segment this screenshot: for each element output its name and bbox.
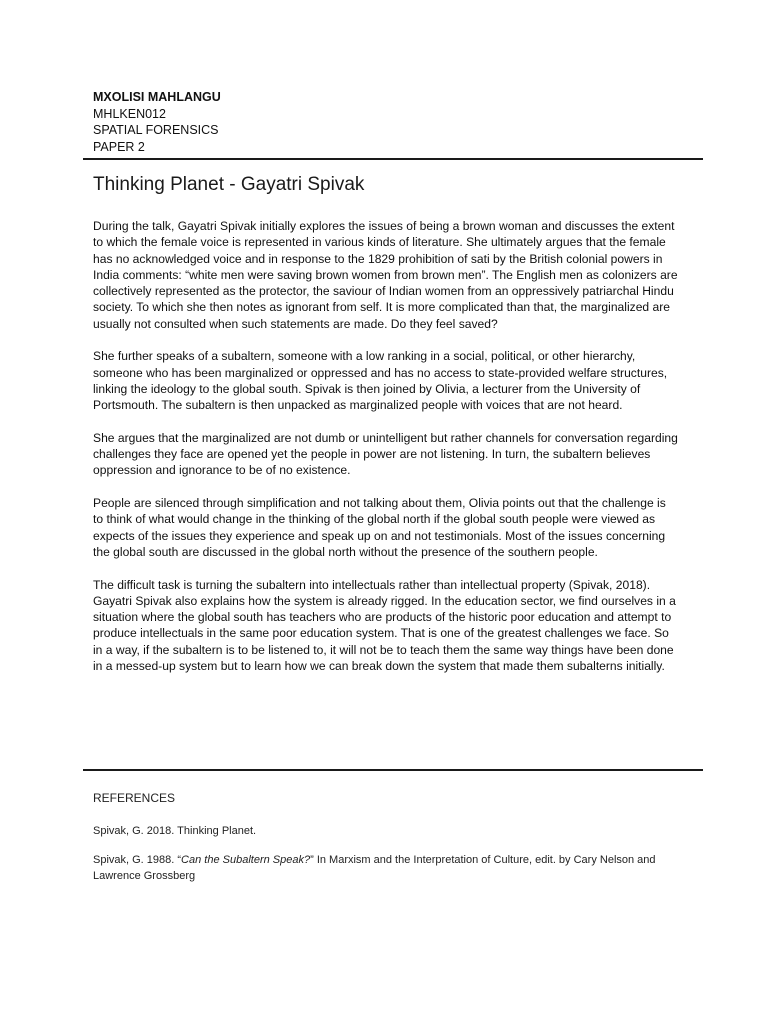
student-number: MHLKEN012 — [93, 106, 166, 121]
top-divider — [83, 158, 703, 160]
paragraph: People are silenced through simplification and not talking about them, Olivia points out that the challenge is to think of what would change in the thinking of the global north if the global south people were viewed as expects of the issues they experience and speak up on and not testimonials. Most of the issues concerning the global south are discussed in the global north without the presence of the southern people. — [93, 496, 666, 559]
references-section — [93, 791, 678, 898]
reference-suffix: ” In Marxism and the Interpretation of Culture, edit. by Cary Nelson and Lawrence Grossberg — [93, 854, 656, 882]
paragraph: She argues that the marginalized are not dumb or unintelligent but rather channels for conversation regarding challenges they face are opened yet the people in power are not listening. In turn, the subaltern believes oppression and ignorance to be of no existence. — [93, 430, 678, 478]
essay-body — [93, 218, 678, 691]
reference-prefix: Spivak, G. 1988. “ — [93, 854, 182, 866]
author-name: MXOLISI MAHLANGU — [93, 90, 221, 104]
paragraph: During the talk, Gayatri Spivak initially explores the issues of being a brown woman and discusses the extent to which the female voice is represented in various kinds of literature. She ultimately argues that the female has no acknowledged voice and in response to the 1829 prohibition of sati by the British colonial powers in India comments: “white men were saving brown women from brown men”. The English men as colonizers are collectively represented as the protector, the saviour of Indian women from an oppressively patriarchal Hindu society. To which she then notes as ignorant from self. It is more complicated than that, the marginalized are usually not consulted when such statements are made. Do they feel saved? — [93, 219, 678, 331]
document-header — [93, 89, 221, 155]
reference-work-title: Can the Subaltern Speak? — [181, 854, 311, 866]
paper-label: PAPER 2 — [93, 139, 145, 154]
document-title: Thinking Planet - Gayatri Spivak — [93, 174, 365, 195]
course-name: SPATIAL FORENSICS — [93, 123, 219, 137]
paragraph: She further speaks of a subaltern, someone with a low ranking in a social, political, or other hierarchy, someone who has been marginalized or oppressed and has no access to state-provided welfare structures, linking the ideology to the global south. Spivak is then joined by Olivia, a lecturer from the University of Portsmouth. The subaltern is then unpacked as marginalized people with voices that are not heard. — [93, 349, 668, 413]
reference-item — [93, 853, 678, 884]
reference-item: Spivak, G. 2018. Thinking Planet. — [93, 824, 257, 837]
bottom-divider — [83, 769, 703, 771]
references-heading: REFERENCES — [93, 791, 176, 805]
paragraph: The difficult task is turning the subaltern into intellectuals rather than intellectual property (Spivak, 2018). Gayatri Spivak also explains how the system is already rigged. In the education sector, we find ourselves in a situation where the global south has teachers who are products of the historic poor education and attempt to produce intellectuals in the same poor education system. That is one of the greatest challenges we face. So in a way, if the subaltern is to be listened to, it will not be to teach them the same way things have been done in a messed-up system but to learn how we can break down the system that made them subalterns initially. — [93, 577, 676, 674]
